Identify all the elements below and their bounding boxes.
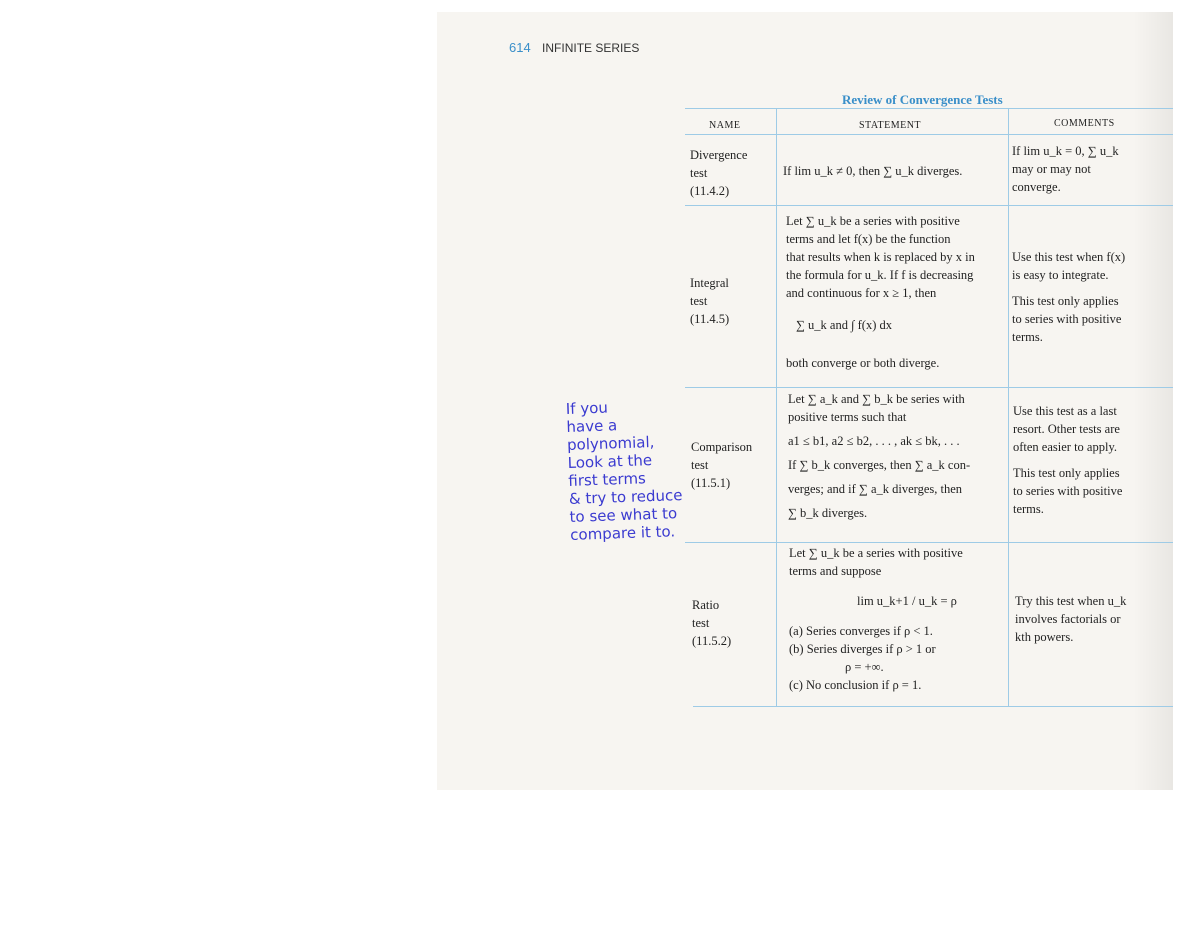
statement-line: a1 ≤ b1, a2 ≤ b2, . . . , ak ≤ bk, . . . <box>788 434 960 448</box>
page-number: 614 <box>509 40 531 55</box>
statement-line: the formula for u_k. If f is decreasing <box>786 268 974 282</box>
statement-line: positive terms such that <box>788 410 907 424</box>
comment-line: resort. Other tests are <box>1013 422 1120 436</box>
row-comparison-comments <box>1013 402 1122 518</box>
comment-line: is easy to integrate. <box>1012 268 1109 282</box>
rule-row-3 <box>685 542 1173 543</box>
statement-line: (b) Series diverges if ρ > 1 or <box>789 642 936 656</box>
statement-line: and continuous for x ≥ 1, then <box>786 286 937 300</box>
statement-line: terms and suppose <box>789 564 882 578</box>
row-ratio-comments <box>1015 592 1126 646</box>
comment-line: terms. <box>1013 502 1044 516</box>
page-header <box>509 40 639 55</box>
note-line: polynomial, <box>566 432 655 454</box>
rule-row-2 <box>685 387 1173 388</box>
row-ratio-statement <box>789 544 963 694</box>
rule-top <box>685 108 1173 109</box>
statement-line: both converge or both diverge. <box>786 356 940 370</box>
row-divergence-name <box>690 146 747 200</box>
comment-line: This test only applies <box>1013 466 1120 480</box>
statement-line: If ∑ b_k converges, then ∑ a_k con- <box>788 458 971 472</box>
name-line: (11.4.5) <box>690 312 730 326</box>
statement-line: Let ∑ u_k be a series with positive <box>789 546 963 560</box>
comment-line: Use this test as a last <box>1013 404 1117 418</box>
comment-line: often easier to apply. <box>1013 440 1118 454</box>
comment-line: converge. <box>1012 180 1061 194</box>
row-integral-statement <box>786 212 975 372</box>
name-line: test <box>692 616 710 630</box>
row-divergence-comments <box>1012 142 1119 196</box>
row-integral-name <box>690 274 729 328</box>
statement-line: Let ∑ a_k and ∑ b_k be series with <box>788 392 965 406</box>
note-line: to see what to <box>569 504 678 526</box>
statement-line: verges; and if ∑ a_k diverges, then <box>788 482 963 496</box>
name-line: test <box>690 294 708 308</box>
col-header-statement: STATEMENT <box>859 120 922 131</box>
note-line: If you <box>565 398 609 419</box>
statement-line: Let ∑ u_k be a series with positive <box>786 214 960 228</box>
note-line: have a <box>566 416 618 437</box>
comment-line: to series with positive <box>1013 484 1123 498</box>
name-line: Comparison <box>691 440 753 454</box>
statement-line: ∑ b_k diverges. <box>788 506 868 520</box>
row-comparison-name <box>691 438 752 492</box>
book-page <box>437 12 1173 790</box>
name-line: Ratio <box>692 598 720 612</box>
statement-formula: lim u_k+1 / u_k = ρ <box>857 594 957 608</box>
name-line: Integral <box>690 276 729 290</box>
name-line: Divergence <box>690 148 748 162</box>
rule-bottom <box>693 706 1173 707</box>
comment-line: This test only applies <box>1012 294 1119 308</box>
comment-line: kth powers. <box>1015 630 1074 644</box>
rule-row-1 <box>685 205 1173 206</box>
statement-line: ρ = +∞. <box>845 660 884 674</box>
handwritten-note <box>566 396 685 544</box>
rule-header <box>685 134 1173 135</box>
rule-col-2 <box>1008 108 1009 706</box>
name-line: test <box>690 166 708 180</box>
name-line: test <box>691 458 709 472</box>
statement-line: (a) Series converges if ρ < 1. <box>789 624 933 638</box>
note-line: & try to reduce <box>568 486 683 508</box>
note-line: Look at the <box>567 451 653 472</box>
name-line: (11.4.2) <box>690 184 730 198</box>
comment-line: involves factorials or <box>1015 612 1121 626</box>
name-line: (11.5.1) <box>691 476 731 490</box>
row-ratio-name <box>692 596 731 650</box>
statement-line: terms and let f(x) be the function <box>786 232 951 246</box>
col-header-comments: COMMENTS <box>1054 118 1115 129</box>
comment-line: may or may not <box>1012 162 1091 176</box>
page-fold-shadow <box>1133 12 1173 790</box>
statement-formula: ∑ u_k and ∫ f(x) dx <box>796 318 892 332</box>
rule-col-1 <box>776 108 777 706</box>
note-line: compare it to. <box>569 522 676 544</box>
row-divergence-statement: If lim u_k ≠ 0, then ∑ u_k diverges. <box>783 164 963 178</box>
running-head: INFINITE SERIES <box>542 41 640 55</box>
comment-line: to series with positive <box>1012 312 1122 326</box>
statement-line: that results when k is replaced by x in <box>786 250 975 264</box>
comment-line: If lim u_k = 0, ∑ u_k <box>1012 144 1119 158</box>
row-integral-comments <box>1012 248 1125 346</box>
statement-line: (c) No conclusion if ρ = 1. <box>789 678 922 692</box>
table-title: Review of Convergence Tests <box>842 92 1003 107</box>
note-line: first terms <box>568 469 647 490</box>
comment-line: terms. <box>1012 330 1043 344</box>
name-line: (11.5.2) <box>692 634 732 648</box>
comment-line: Use this test when f(x) <box>1012 250 1126 264</box>
col-header-name: NAME <box>709 120 741 131</box>
comment-line: Try this test when u_k <box>1015 594 1127 608</box>
row-comparison-statement <box>788 390 970 522</box>
